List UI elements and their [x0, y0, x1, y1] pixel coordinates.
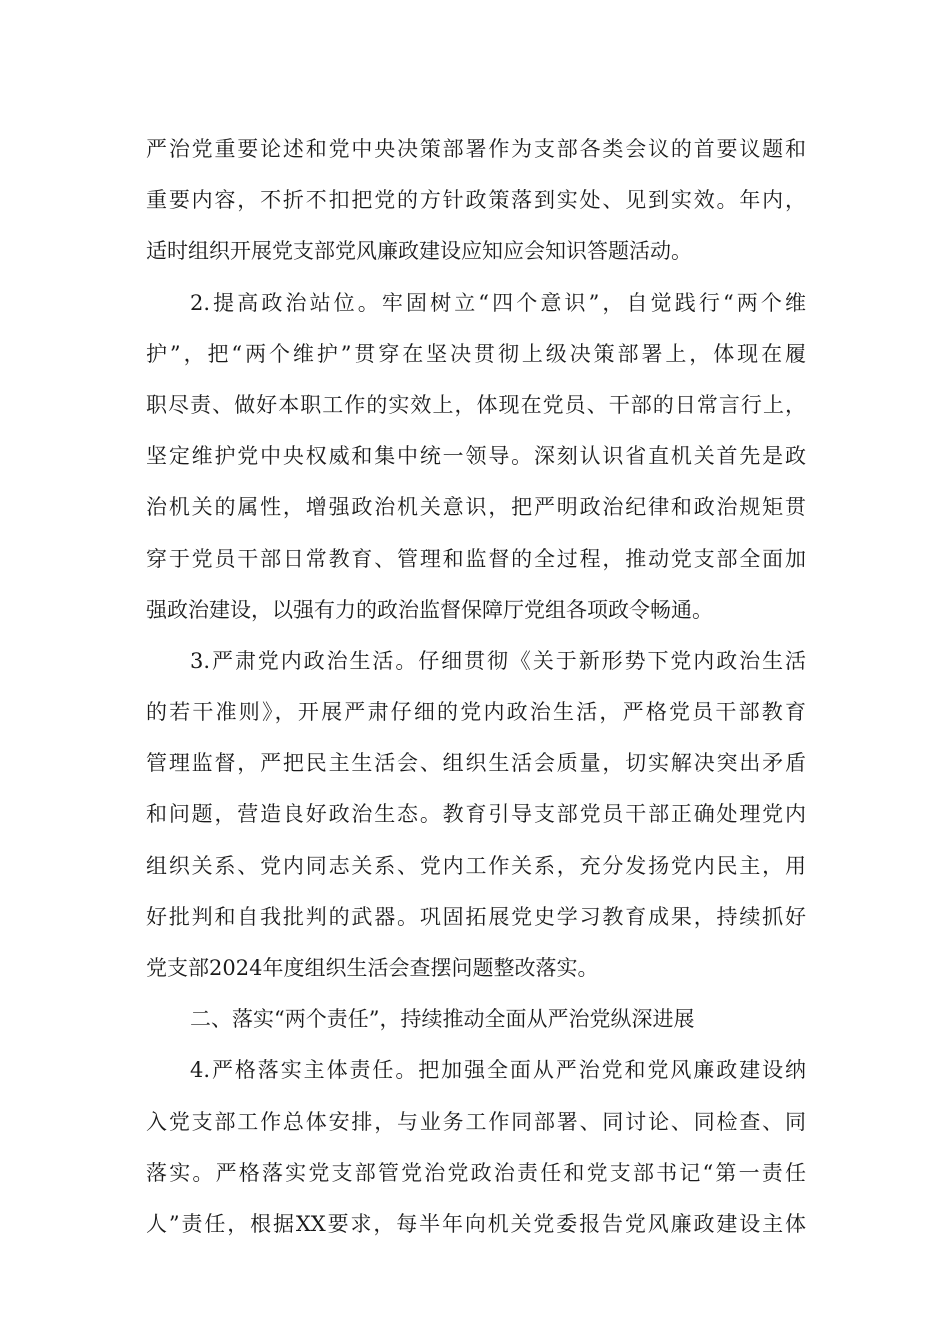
text-line: 重要内容，不折不扣把党的方针政策落到实处、见到实效。年内， — [146, 188, 806, 213]
text-line: 穿于党员干部日常教育、管理和监督的全过程，推动党支部全面加 — [146, 546, 806, 571]
text-line: 2.提高政治站位。牢固树立“四个意识”，自觉践行“两个维 — [190, 290, 806, 315]
text-line: 落实。严格落实党支部管党治党政治责任和党支部书记“第一责任 — [146, 1160, 806, 1185]
text-line: 人”责任，根据XX要求，每半年向机关党委报告党风廉政建设主体 — [146, 1211, 806, 1236]
section-heading: 二、落实“两个责任”，持续推动全面从严治党纵深进展 — [190, 1007, 695, 1032]
text-line: 的若干准则》，开展严肃仔细的党内政治生活，严格党员干部教育 — [146, 700, 806, 725]
text-line: 坚定维护党中央权威和集中统一领导。深刻认识省直机关首先是政 — [146, 444, 806, 469]
text-line: 党支部2024年度组织生活会查摆问题整改落实。 — [146, 956, 599, 980]
text-line: 入党支部工作总体安排，与业务工作同部署、同讨论、同检查、同 — [146, 1109, 806, 1134]
text-line: 和问题，营造良好政治生态。教育引导支部党员干部正确处理党内 — [146, 802, 806, 827]
text-line: 适时组织开展党支部党风廉政建设应知应会知识答题活动。 — [146, 239, 692, 264]
text-line: 治机关的属性，增强政治机关意识，把严明政治纪律和政治规矩贯 — [146, 495, 806, 520]
text-line: 护”，把“两个维护”贯穿在坚决贯彻上级决策部署上，体现在履 — [146, 341, 806, 366]
text-line: 好批判和自我批判的武器。巩固拓展党史学习教育成果，持续抓好 — [146, 904, 806, 929]
text-line: 4.严格落实主体责任。把加强全面从严治党和党风廉政建设纳 — [190, 1058, 806, 1083]
text-line: 严治党重要论述和党中央决策部署作为支部各类会议的首要议题和 — [146, 137, 806, 161]
text-line: 强政治建设，以强有力的政治监督保障厅党组各项政令畅通。 — [146, 597, 713, 622]
body-text — [146, 129, 806, 1255]
text-line: 组织关系、党内同志关系、党内工作关系，充分发扬党内民主，用 — [146, 853, 806, 878]
text-line: 管理监督，严把民主生活会、组织生活会质量，切实解决突出矛盾 — [146, 751, 806, 776]
text-line: 职尽责、做好本职工作的实效上，体现在党员、干部的日常言行上， — [146, 392, 806, 417]
text-line: 3.严肃党内政治生活。仔细贯彻《关于新形势下党内政治生活 — [190, 648, 806, 673]
